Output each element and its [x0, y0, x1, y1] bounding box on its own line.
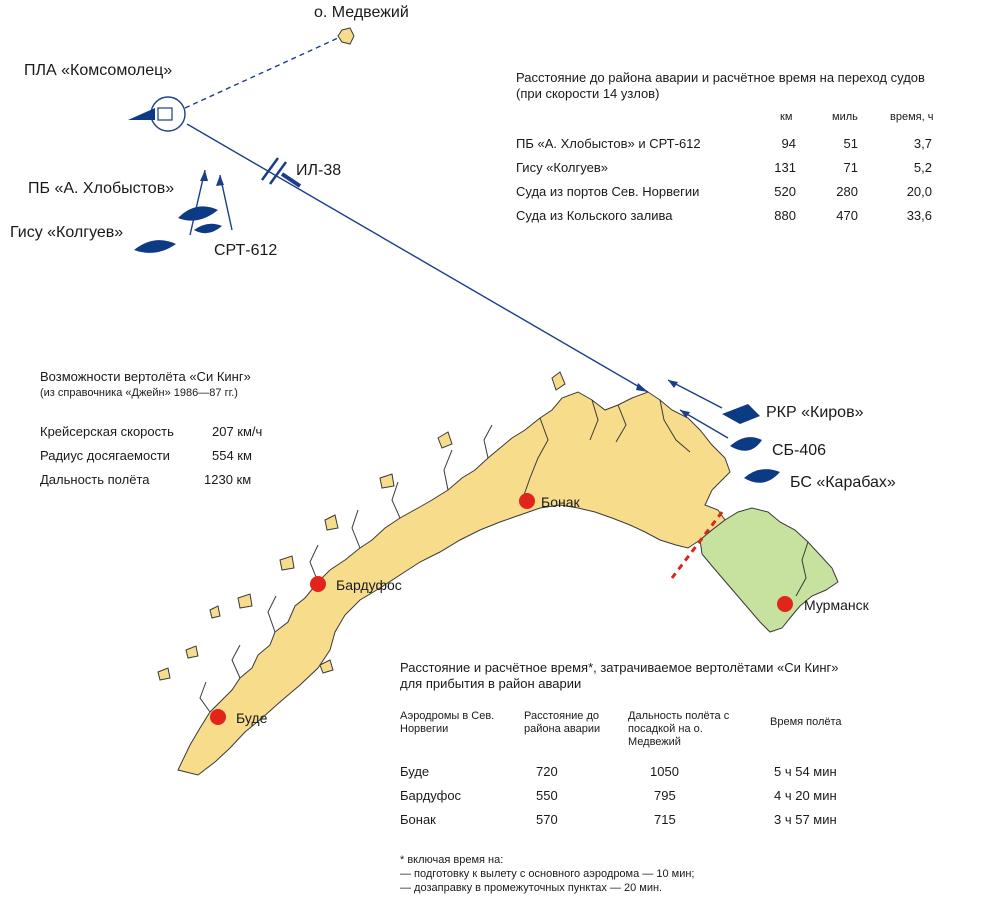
heli-arrival-table: Расстояние и расчётное время*, затрачиваемое вертолётами «Си Кинг» для прибытия в район аварии Аэродромы в Сев. Норвегии Расстояние до района аварии Дальность полёта с посадкой на о. Медвежий Время полёта Буде 720 1050 5 ч 54 мин Бардуфос 550 795 4 ч 20 мин Бонак 570 715 3 ч 57 мин * включая время на: — подготовку к вылету с основного аэродрома — 10 мин; — дозаправку в промежуточных пунктах — 20 мин.: [400, 660, 920, 900]
sub-box: [158, 108, 172, 120]
city-murmansk-dot: [777, 596, 793, 612]
ship-icons-west: [134, 206, 222, 252]
ship-khlobystov-icon: [178, 206, 218, 220]
label-sb406: СБ-406: [772, 442, 827, 459]
submarine-icon: [128, 108, 155, 120]
il38-aircraft-icon: [262, 158, 300, 186]
ships-distance-table: Расстояние до района аварии и расчётное время на переход судов (при скорости 14 узлов) км миль время, ч ПБ «А. Хлобыстов» и СРТ-612 94 51 3,7 Гису «Колгуев» 131 71 5,2 Суда из портов Сев. Норвегии 520 280 20,0 Суда из Кольского залива 880 470 33,6: [516, 70, 956, 230]
label-karabakh: БС «Карабах»: [790, 474, 896, 491]
kola-landmass: [700, 508, 838, 632]
ship-srt612-icon: [194, 224, 222, 233]
heli-header-distance: Расстояние до района аварии: [524, 710, 601, 735]
airfield-bude-dot: [210, 709, 226, 725]
heli-header-time: Время полёта: [770, 716, 842, 728]
ships-header-miles: миль: [832, 111, 858, 123]
ship-sb406-icon: [730, 437, 762, 451]
heli-specs-table: Возможности вертолёта «Си Кинг» (из справочника «Джейн» 1986—87 гг.) Крейсерская скорость 207 км/ч Радиус досягаемости 554 км Дальность полёта 1230 км: [40, 369, 300, 489]
label-il38: ИЛ-38: [296, 162, 342, 179]
label-bonak: Бонак: [541, 494, 580, 510]
ships-header-km: км: [780, 111, 793, 123]
airfield-bardufos-dot: [310, 576, 326, 592]
heli-footnote-1: * включая время на:: [400, 854, 504, 866]
label-srt612: СРТ-612: [214, 242, 278, 259]
heli-table-title: Расстояние и расчётное время*, затрачиваемое вертолётами «Си Кинг» для прибытия в район аварии: [400, 660, 839, 691]
label-murmansk: Мурманск: [804, 597, 869, 613]
ships-table-title: Расстояние до района аварии и расчётное время на переход судов (при скорости 14 узлов): [516, 70, 925, 101]
ship-kirov-icon: [722, 404, 760, 424]
heli-footnote-3: — дозаправку в промежуточных пунктах — 20 мин.: [400, 882, 663, 894]
heli-header-airfield: Аэродромы в Сев. Норвегии: [400, 710, 495, 735]
route-medvezhy: [185, 38, 338, 108]
label-kirov: РКР «Киров»: [766, 404, 864, 421]
heli-header-range: Дальность полёта с посадкой на о. Медвежий: [628, 710, 730, 748]
label-bardufos: Бардуфос: [336, 577, 402, 593]
label-kolguev: Гису «Колгуев»: [10, 224, 124, 241]
label-bude: Буде: [236, 710, 268, 726]
airfield-bonak-dot: [519, 493, 535, 509]
label-khlobystov: ПБ «А. Хлобыстов»: [28, 180, 175, 197]
ships-header-hours: время, ч: [890, 111, 934, 123]
label-medvezhy: о. Медвежий: [314, 4, 409, 21]
ship-kolguev-icon: [134, 240, 176, 253]
bear-island: [338, 28, 354, 44]
ship-karabakh-icon: [744, 469, 780, 483]
heli-specs-title: Возможности вертолёта «Си Кинг» (из справочника «Джейн» 1986—87 гг.): [40, 369, 251, 399]
heli-footnote-2: — подготовку к вылету с основного аэродрома — 10 мин;: [400, 868, 695, 880]
label-komsomolets: ПЛА «Комсомолец»: [24, 62, 173, 79]
